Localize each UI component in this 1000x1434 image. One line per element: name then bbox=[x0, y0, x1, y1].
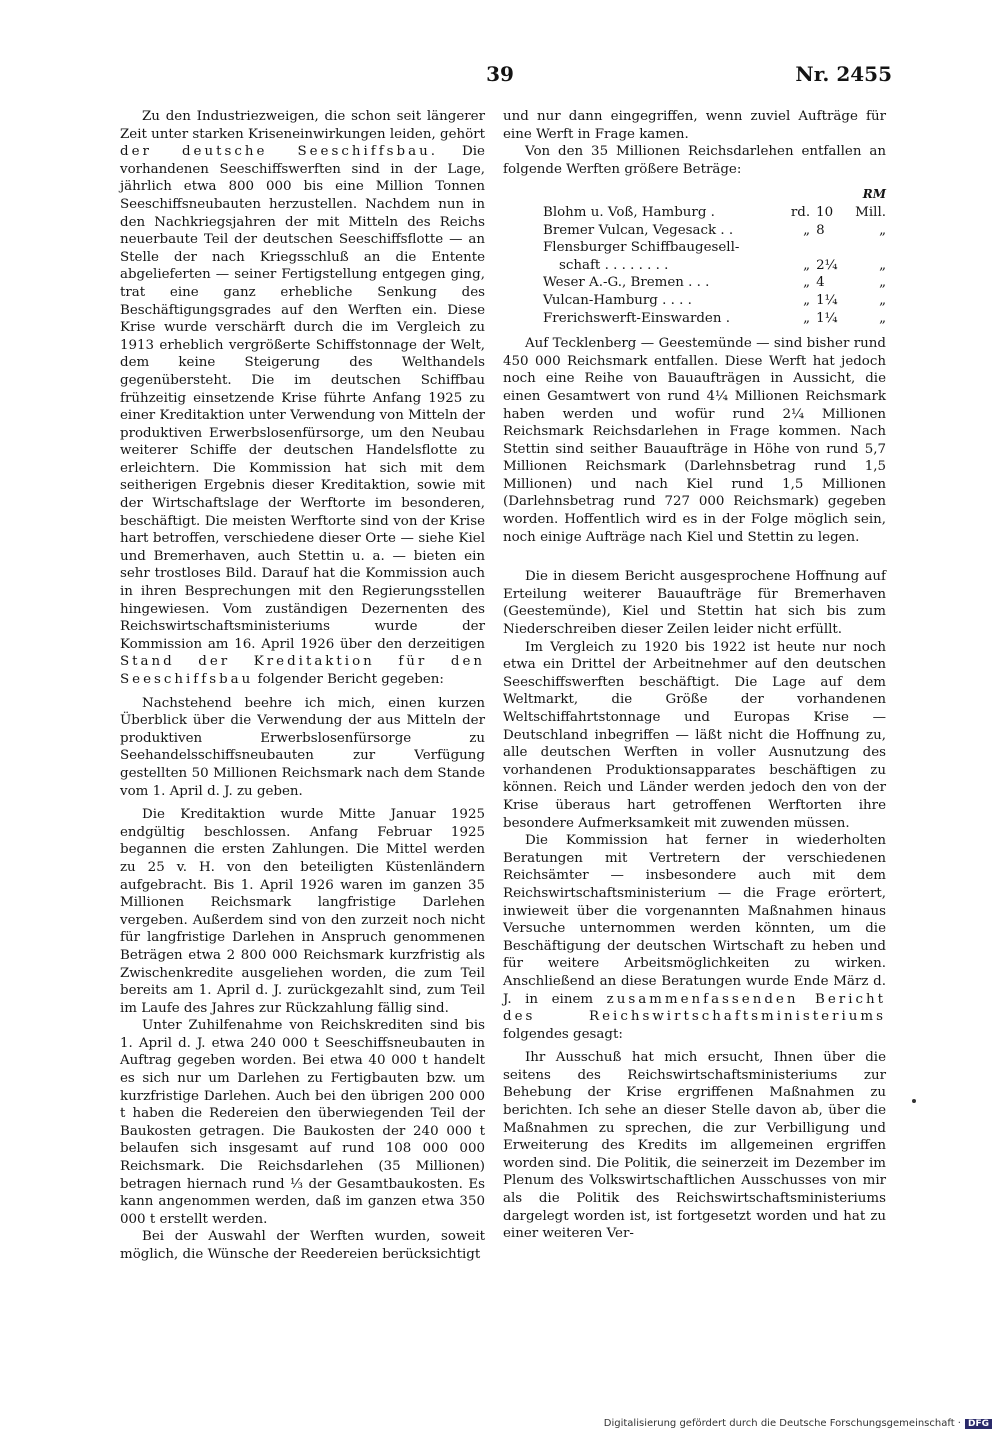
approx-marker: „ bbox=[803, 257, 811, 273]
approx-marker: „ bbox=[803, 292, 811, 308]
currency-label: RM bbox=[862, 187, 886, 202]
footer-text: Digitalisierung gefördert durch die Deutsche Forschungsgemeinschaft · bbox=[603, 1418, 961, 1429]
loan-unit: „ bbox=[879, 292, 886, 308]
approx-marker: „ bbox=[803, 275, 811, 291]
loan-amount: 4 bbox=[816, 275, 825, 291]
shipyard-name: Flensburger Schiffbaugesell- bbox=[543, 240, 740, 256]
document-number: Nr. 2455 bbox=[795, 62, 892, 86]
comparison-paragraph: Im Vergleich zu 1920 bis 1922 ist heute nur noch etwa ein Drittel der Arbeitnehmer auf den deutschen Seeschiffswerften beschäftigt. Die Lage auf dem Weltmarkt, die Größe der vorhandenen Weltschiffahrtstonnage und Europas Krise — Deutschland inbegriffen — läßt nicht die Hoffnung zu, alle deutschen Werften in voller Ausnutzung des vorhandenen Produktionsapparates beschäftigen zu können. Reich und Länder werden jedoch den von der Krise überaus hart getroffenen Werftorten ihre besondere Aufmerksamkeit mit zuwenden müssen. bbox=[503, 639, 886, 831]
loan-unit: „ bbox=[879, 310, 886, 326]
continuation-paragraph: und nur dann eingegriffen, wenn zuviel Aufträge für eine Werft in Frage kamen. bbox=[503, 109, 886, 142]
table-row bbox=[543, 292, 886, 310]
report-paragraph: Bei der Auswahl der Werften wurden, soweit möglich, die Wünsche der Reedereien berücksichtigt bbox=[120, 1229, 485, 1262]
table-row bbox=[543, 274, 886, 292]
hope-paragraph: Die in diesem Bericht ausgesprochene Hoffnung auf Erteilung weiterer Bauaufträge für Bremerhaven (Geestemünde), Kiel und Stettin hat sich bis zum Niederschreiben dieser Zeilen leider nicht erfüllt. bbox=[503, 569, 886, 638]
paragraph-text: folgender Bericht gegeben: bbox=[253, 672, 444, 687]
loan-amount: 2¼ bbox=[816, 257, 838, 273]
table-header-row bbox=[543, 186, 886, 204]
table-row bbox=[543, 204, 886, 222]
spaced-emphasis: Stand der Kreditaktion für den Seeschiffsbau bbox=[120, 654, 485, 687]
dfg-logo: DFG bbox=[965, 1419, 992, 1429]
paragraph-shipbuilding bbox=[120, 108, 485, 689]
report-paragraph: Unter Zuhilfenahme von Reichskrediten sind bis 1. April d. J. etwa 240 000 t Seeschiffsneubauten in Auftrag gegeben worden. Bei etwa 40 000 t handelt es sich nur um Darlehen zu Fertigbauten bzw. um kurzfristige Darlehen. Auch bei den übrigen 200 000 t haben die Redereien den überwiegenden Teil der Baukosten getragen. Die Baukosten der 240 000 t belaufen sich insgesamt auf rund 108 000 000 Reichsmark. Die Reichsdarlehen (35 Millionen) betragen hiernach rund ⅓ der Gesamtbaukosten. Es kann angenommen werden, daß im ganzen etwa 350 000 t erstellt werden. bbox=[120, 1018, 485, 1227]
approx-marker: „ bbox=[803, 222, 811, 238]
loans-table bbox=[543, 186, 886, 327]
loan-unit bbox=[852, 239, 886, 257]
shipyard-name: Bremer Vulcan, Vegesack . . bbox=[543, 222, 734, 238]
approx-marker: „ bbox=[803, 310, 811, 326]
table-row bbox=[543, 257, 886, 275]
loan-amount bbox=[816, 239, 852, 257]
page-number: 39 bbox=[486, 62, 514, 86]
spaced-emphasis: zusammenfassenden Bericht des Reichswirtschaftsministeriums bbox=[503, 991, 886, 1025]
table-row bbox=[543, 239, 886, 257]
paragraph-text: . Die vorhandenen Seeschiffswerften sind in der Lage, jährlich etwa 800 000 bis eine Million Tonnen Seeschiffsneubauten herzustellen. Nachdem nun in den Nachkriegsjahren der mit Mitteln des Reichs neuerbaute Teil der deutschen Seeschiffsflotte — an Stelle der nach Kriegsschluß an die Entente abgelieferten — seiner Fertigstellung entgegen ging, trat eine ganz erhebliche Senkung des Beschäftigungsgrades auf den Werften ein. Diese Krise wurde verschärft durch die im Vergleich zu 1913 erheblich vergrößerte Schiffstonnage der Welt, dem keine Steigerung des Welthandels gegenübersteht. Die im deutschen Schiffbau frühzeitig einsetzende Krise führte Anfang 1925 zu einer Kreditaktion unter Verwendung von Mitteln der produktiven Erwerbslosenfürsorge, um den Neubau weiterer Schiffe der deutschen Handelsflotte zu erleichtern. Die Kommission hat sich mit dem seitherigen Ergebnis dieser Kreditaktion, sowie mit der Wirtschaftslage der Werftorte im besonderen, beschäftigt. Die meisten Werftorte sind von der Krise hart betroffen, verschiedene dieser Orte — siehe Kiel und Bremerhaven, auch Stettin u. a. — bieten ein sehr trostloses Bild. Darauf hat die Kommission auch in ihren Besprechungen mit den Regierungsstellen hingewiesen. Vom zuständigen Dezernenten des Reichswirtschaftsministeriums wurde der Kommission am 16. April 1926 über den derzeitigen bbox=[120, 144, 485, 652]
loan-unit: „ bbox=[879, 275, 886, 291]
approx-marker: rd. bbox=[790, 204, 811, 220]
loan-unit: „ bbox=[879, 257, 886, 273]
loans-intro: Von den 35 Millionen Reichsdarlehen entfallen an folgende Werften größere Beträge: bbox=[503, 144, 886, 177]
loan-amount: 1¼ bbox=[816, 292, 838, 308]
paragraph-text: Zu den Industriezweigen, die schon seit längerer Zeit unter starken Kriseneinwirkungen leiden, gehört bbox=[120, 109, 485, 142]
margin-dot bbox=[912, 1099, 916, 1103]
paragraph-text: Die Kommission hat ferner in wiederholten Beratungen mit Vertretern der verschiedenen Reichsämter — insbesondere auch mit dem Reichswirtschaftsministerium — die Frage erörtert, inwieweit über die vorgenannten Maßnahmen hinaus Versuche unternommen werden könnten, um die Beschäftigung der deutschen Wirtschaft zu heben und für weitere Arbeitsmöglichkeiten zu wirken. Anschließend an diese Beratungen wurde Ende März d. J. in einem bbox=[503, 833, 886, 1007]
report-paragraph: Nachstehend beehre ich mich, einen kurzen Überblick über die Verwendung der aus Mitteln der produktiven Erwerbslosenfürsorge zu Seehandelsschiffsneubauten zur Verfügung gestellten 50 Millionen Reichsmark nach dem Stande vom 1. April d. J. zu geben. bbox=[120, 695, 485, 799]
left-column bbox=[120, 108, 485, 1264]
shipyard-name: Weser A.-G., Bremen . . . bbox=[543, 275, 710, 291]
spaced-emphasis: der deutsche Seeschiffsbau bbox=[120, 144, 431, 160]
loan-amount: 10 bbox=[816, 204, 834, 220]
committee-paragraph: Ihr Ausschuß hat mich ersucht, Ihnen über die seitens des Reichswirtschaftsministeriums zur Behebung der Krise ergriffenen Maßnahmen zu berichten. Ich sehe an dieser Stelle davon ab, über die Maßnahmen zu sprechen, die zur Verbilligung und Erweiterung des Kredits im allgemeinen ergriffen worden sind. Die Politik, die seinerzeit im Dezember im Plenum des Volkswirtschaftlichen Ausschusses von mir als die Politik des Reichswirtschaftsministeriums dargelegt worden ist, ist fortgesetzt worden und hat zu einer weiteren Ver- bbox=[503, 1050, 886, 1242]
approx-marker bbox=[772, 239, 816, 257]
shipyard-name: Frerichswerft-Einswarden . bbox=[543, 310, 730, 326]
shipyard-name: Vulcan-Hamburg . . . . bbox=[543, 292, 692, 308]
loan-amount: 1¼ bbox=[816, 310, 838, 326]
right-column bbox=[503, 108, 886, 1243]
tecklenberg-paragraph: Auf Tecklenberg — Geestemünde — sind bisher rund 450 000 Reichsmark entfallen. Diese Werft hat jedoch noch eine Reihe von Bauaufträgen in Aussicht, die einen Gesamtwert von rund 4¼ Millionen Reichsmark haben werden und wofür rund 2¼ Millionen Reichsmark Reichsdarlehen in Frage kommen. Nach Stettin sind seither Bauaufträge in Höhe von rund 5,7 Millionen Reichsmark (Darlehnsbetrag rund 1,5 Millionen) und nach Kiel rund 1,5 Millionen (Darlehnsbetrag rund 727 000 Reichsmark) gegeben worden. Hoffentlich wird es in der Folge möglich sein, noch einige Aufträge nach Kiel und Stettin zu legen. bbox=[503, 336, 886, 545]
commission-paragraph bbox=[503, 832, 886, 1043]
paragraph-text: folgendes gesagt: bbox=[503, 1026, 623, 1042]
shipyard-name: Blohm u. Voß, Hamburg . bbox=[543, 204, 715, 220]
loan-unit: Mill. bbox=[855, 204, 886, 220]
table-row bbox=[543, 222, 886, 240]
footer-credit bbox=[604, 1418, 992, 1429]
report-paragraph: Die Kreditaktion wurde Mitte Januar 1925 endgültig beschlossen. Anfang Februar 1925 begannen die ersten Zahlungen. Die Mittel werden zu 25 v. H. von den beteiligten Küstenländern aufgebracht. Bis 1. April 1926 waren im ganzen 35 Millionen Reichsmark langfristige Darlehen vergeben. Außerdem sind von den zurzeit noch nicht für langfristige Darlehen in Anspruch genommenen Beträgen etwa 2 800 000 Reichsmark kurzfristig als Zwischenkredite ausgeliehen worden, die zum Teil bereits am 1. April d. J. zurückgezahlt sind, zum Teil im Laufe des Jahres zur Rückzahlung fällig sind. bbox=[120, 807, 485, 1016]
loan-unit: „ bbox=[879, 222, 886, 238]
loan-amount: 8 bbox=[816, 222, 825, 238]
table-row bbox=[543, 310, 886, 328]
shipyard-name: schaft . . . . . . . . bbox=[559, 257, 669, 273]
